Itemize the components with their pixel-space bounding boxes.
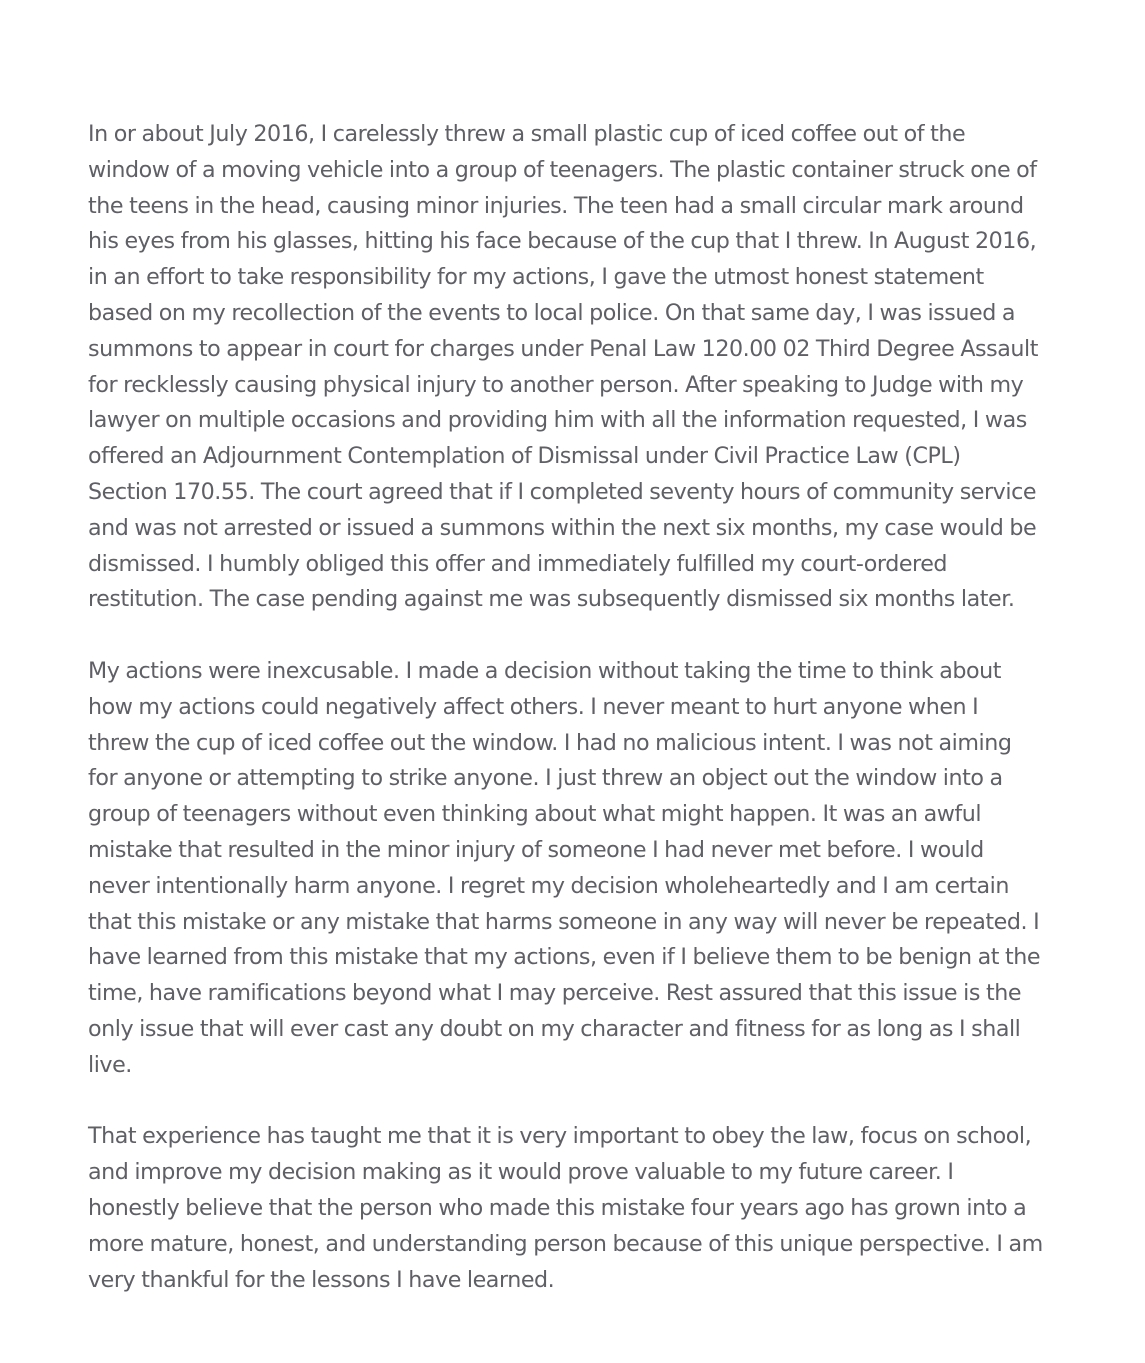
text-line: offered an Adjournment Contemplation of Dismissal under Civil Practice Law (CPL): [88, 443, 961, 470]
text-line: and improve my decision making as it would prove valuable to my future career. I: [88, 1159, 954, 1186]
text-line: very thankful for the lessons I have learned.: [88, 1266, 555, 1293]
text-line: that this mistake or any mistake that harms someone in any way will never be repeated. I: [88, 908, 1040, 935]
paragraph-reflection: [88, 654, 1088, 1084]
paragraph-conclusion: [88, 1119, 1088, 1298]
text-line: Section 170.55. The court agreed that if I completed seventy hours of community service: [88, 478, 1037, 505]
paragraph-incident: [88, 117, 1088, 618]
text-line: and was not arrested or issued a summons within the next six months, my case would be: [88, 514, 1037, 541]
document-body: [88, 117, 1088, 1334]
text-line: for recklessly causing physical injury to another person. After speaking to Judge with my: [88, 371, 1024, 398]
text-line: more mature, honest, and understanding person because of this unique perspective. I am: [88, 1230, 1043, 1257]
text-line: time, have ramifications beyond what I may perceive. Rest assured that this issue is the: [88, 980, 1022, 1007]
text-line: in an effort to take responsibility for my actions, I gave the utmost honest statement: [88, 264, 984, 291]
text-line: dismissed. I humbly obliged this offer and immediately fulfilled my court-ordered: [88, 550, 948, 577]
text-line: never intentionally harm anyone. I regret my decision wholeheartedly and I am certain: [88, 872, 1009, 899]
text-line: live.: [88, 1051, 132, 1078]
text-line: That experience has taught me that it is very important to obey the law, focus on school,: [88, 1123, 1032, 1150]
text-line: his eyes from his glasses, hitting his face because of the cup that I threw. In August 2016,: [88, 228, 1037, 255]
text-line: for anyone or attempting to strike anyone. I just threw an object out the window into a: [88, 765, 1003, 792]
text-line: summons to appear in court for charges under Penal Law 120.00 02 Third Degree Assault: [88, 335, 1038, 362]
text-line: mistake that resulted in the minor injury of someone I had never met before. I would: [88, 836, 984, 863]
text-line: how my actions could negatively affect others. I never meant to hurt anyone when I: [88, 693, 979, 720]
text-line: the teens in the head, causing minor injuries. The teen had a small circular mark around: [88, 192, 1024, 219]
text-line: My actions were inexcusable. I made a decision without taking the time to think about: [88, 657, 1001, 684]
text-line: lawyer on multiple occasions and providing him with all the information requested, I was: [88, 407, 1027, 434]
text-line: only issue that will ever cast any doubt on my character and fitness for as long as I shall: [88, 1015, 1021, 1042]
text-line: In or about July 2016, I carelessly threw a small plastic cup of iced coffee out of the: [88, 121, 966, 147]
text-line: window of a moving vehicle into a group of teenagers. The plastic container struck one of: [88, 156, 1037, 183]
text-line: have learned from this mistake that my actions, even if I believe them to be benign at the: [88, 944, 1041, 971]
text-line: based on my recollection of the events to local police. On that same day, I was issued a: [88, 299, 1015, 326]
text-line: honestly believe that the person who made this mistake four years ago has grown into a: [88, 1194, 1027, 1221]
text-line: restitution. The case pending against me was subsequently dismissed six months later.: [88, 586, 1015, 613]
text-line: group of teenagers without even thinking about what might happen. It was an awful: [88, 801, 982, 828]
text-line: threw the cup of iced coffee out the window. I had no malicious intent. I was not aiming: [88, 729, 1012, 756]
